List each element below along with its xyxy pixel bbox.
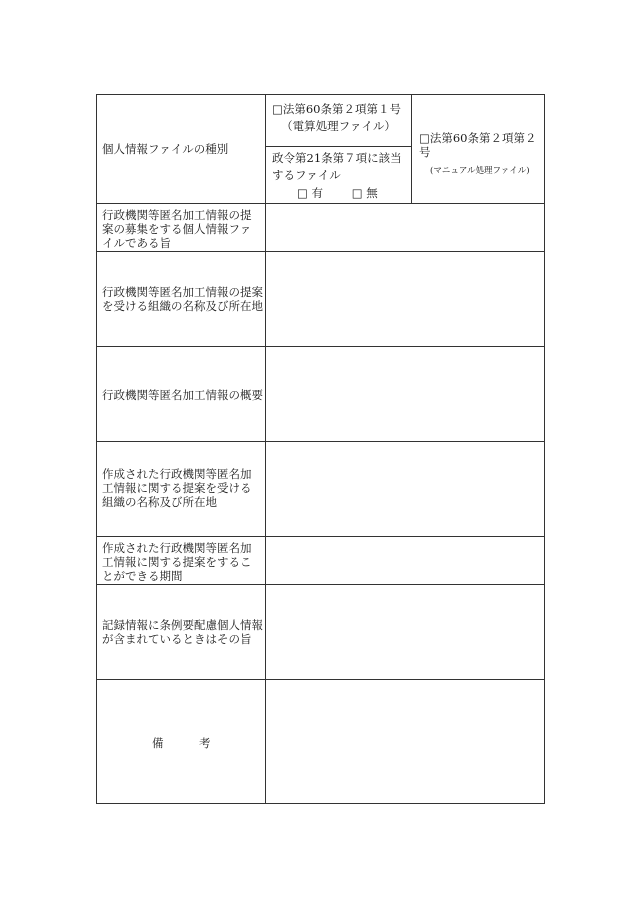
row-overview-value[interactable] xyxy=(266,346,544,441)
row-proposal-solicitation-value[interactable] xyxy=(266,203,544,251)
row-proposal-recipient-value[interactable] xyxy=(266,251,544,346)
manual-file-option-sub: (マニュアル処理ファイル) xyxy=(430,166,530,176)
anonymized-info-form xyxy=(96,94,545,804)
row-sensitive-info-label: 記録情報に条例要配慮個人情報 が含まれているときはその旨 xyxy=(97,584,266,679)
row-overview-label: 行政機関等匿名加工情報の概要 xyxy=(97,346,266,441)
row-sensitive-info-value[interactable] xyxy=(266,584,544,679)
row-proposal-period-label: 作成された行政機関等匿名加 工情報に関する提案をするこ とができる期間 xyxy=(97,536,266,584)
file-type-label-cell xyxy=(97,95,266,203)
remarks-char-2: 考 xyxy=(199,736,211,750)
no-checkbox[interactable]: □ 無 xyxy=(351,186,378,200)
yes-checkbox[interactable]: □ 有 xyxy=(297,186,324,200)
row-created-info-recipient-label: 作成された行政機関等匿名加 工情報に関する提案を受ける 組織の名称及び所在地 xyxy=(97,441,266,536)
electronic-file-option: □法第60条第２項第１号 xyxy=(272,102,401,116)
cabinet-order-cell xyxy=(266,146,412,203)
file-type-label: 個人情報ファイルの種別 xyxy=(102,142,229,156)
yes-no-choice xyxy=(272,184,411,202)
electronic-file-option-cell[interactable] xyxy=(266,95,412,146)
cabinet-order-text-2: するファイル xyxy=(272,168,341,182)
electronic-file-option-sub: （電算処理ファイル） xyxy=(281,119,396,133)
remarks-char-1: 備 xyxy=(152,736,164,750)
manual-file-option: □法第60条第２項第２号 xyxy=(419,131,537,159)
row-proposal-recipient-label: 行政機関等匿名加工情報の提案 を受ける組織の名称及び所在地 xyxy=(97,251,266,346)
row-proposal-solicitation-label: 行政機関等匿名加工情報の提 案の募集をする個人情報ファ イルである旨 xyxy=(97,203,266,251)
remarks-label-cell xyxy=(97,679,266,803)
manual-file-option-cell[interactable] xyxy=(412,95,544,203)
row-created-info-recipient-value[interactable] xyxy=(266,441,544,536)
row-proposal-period-value[interactable] xyxy=(266,536,544,584)
cabinet-order-text: 政令第21条第７項に該当 xyxy=(272,151,402,165)
remarks-value[interactable] xyxy=(266,679,544,803)
